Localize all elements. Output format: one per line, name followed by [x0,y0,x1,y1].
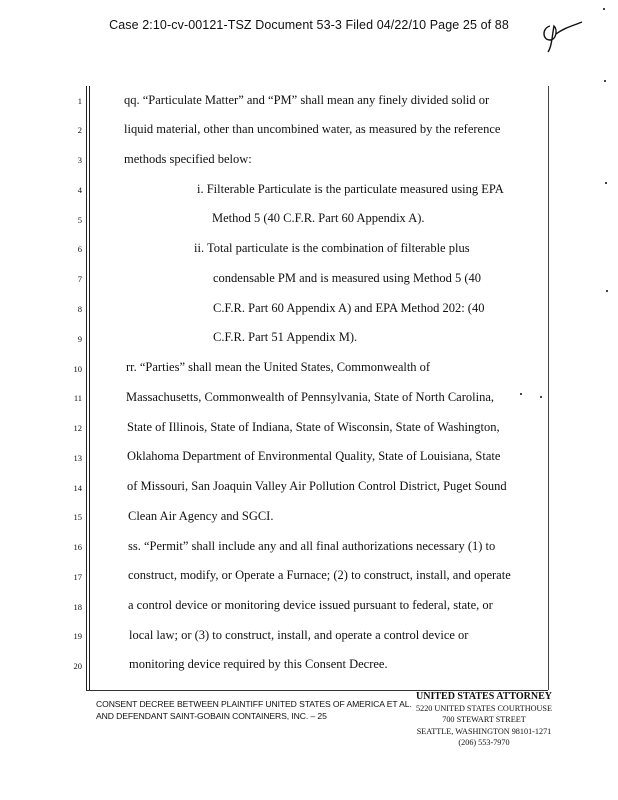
line-number: 12 [73,423,82,433]
text-line: local law; or (3) to construct, install, and operate a control device or [129,628,469,642]
office-title: UNITED STATES ATTORNEY [416,691,552,702]
text-line: Method 5 (40 C.F.R. Part 60 Appendix A). [212,211,425,225]
line-number: 4 [77,185,82,195]
handwritten-initials [536,14,586,54]
text-line: Massachusetts, Commonwealth of Pennsylvania, State of North Carolina, [126,390,494,404]
line-number: 2 [77,125,82,135]
line-number: 1 [77,96,82,106]
address-line-1: 5220 UNITED STATES COURTHOUSE [416,703,552,713]
scan-speck [520,393,522,395]
text-line: liquid material, other than uncombined water, as measured by the reference [124,122,501,136]
footer-caption-line-1: CONSENT DECREE BETWEEN PLAINTIFF UNITED STATES OF AMERICA ET AL. [96,699,412,709]
address-line-3: SEATTLE, WASHINGTON 98101-1271 [416,726,552,736]
left-margin-rule [86,86,87,690]
text-line: of Missouri, San Joaquin Valley Air Pollution Control District, Puget Sound [127,479,507,493]
line-number: 7 [77,274,82,284]
line-number: 10 [73,364,82,374]
text-line: Clean Air Agency and SGCI. [128,509,274,523]
case-header: Case 2:10-cv-00121-TSZ Document 53-3 Filed 04/22/10 Page 25 of 88 [109,18,509,32]
line-number: 17 [73,572,82,582]
line-number: 5 [77,215,82,225]
line-number: 13 [73,453,82,463]
text-line: condensable PM and is measured using Method 5 (40 [213,271,482,285]
footer-caption-line-2: AND DEFENDANT SAINT-GOBAIN CONTAINERS, INC. – 25 [96,711,327,721]
right-margin-rule [548,86,549,690]
text-line: rr. “Parties” shall mean the United States, Commonwealth of [126,360,431,374]
text-line: C.F.R. Part 51 Appendix M). [213,330,358,344]
text-line: qq. “Particulate Matter” and “PM” shall mean any finely divided solid or [124,93,490,107]
scan-speck [604,80,606,82]
line-number: 18 [73,602,82,612]
text-line: State of Illinois, State of Indiana, State of Wisconsin, State of Washington, [127,420,500,434]
text-line: i. Filterable Particulate is the particulate measured using EPA [197,182,504,196]
text-line: ii. Total particulate is the combination of filterable plus [194,241,470,255]
text-line: C.F.R. Part 60 Appendix A) and EPA Method 202: (40 [213,301,485,315]
line-number: 3 [77,155,82,165]
scan-speck [540,396,542,398]
scan-speck [606,290,608,292]
address-line-2: 700 STEWART STREET [442,715,526,724]
line-number: 19 [73,631,82,641]
phone-number: (206) 553-7970 [458,738,510,747]
text-line: construct, modify, or Operate a Furnace; (2) to construct, install, and operate [128,568,511,582]
line-number: 8 [77,304,82,314]
scan-speck [603,8,605,10]
text-line: a control device or monitoring device issued pursuant to federal, state, or [128,598,493,612]
scan-speck [605,182,607,184]
left-margin-rule-inner [89,86,90,690]
line-number: 6 [77,244,82,254]
line-number: 20 [73,661,82,671]
line-number: 15 [73,512,82,522]
footer-caption [96,698,412,722]
text-line: ss. “Permit” shall include any and all final authorizations necessary (1) to [128,539,496,553]
line-number: 16 [73,542,82,552]
attorney-address-block [412,691,556,749]
line-number: 14 [73,483,82,493]
text-line: methods specified below: [124,152,252,166]
line-number: 11 [73,393,82,403]
line-number: 9 [77,334,82,344]
text-line: Oklahoma Department of Environmental Quality, State of Louisiana, State [127,449,501,463]
text-line: monitoring device required by this Consent Decree. [129,657,388,671]
